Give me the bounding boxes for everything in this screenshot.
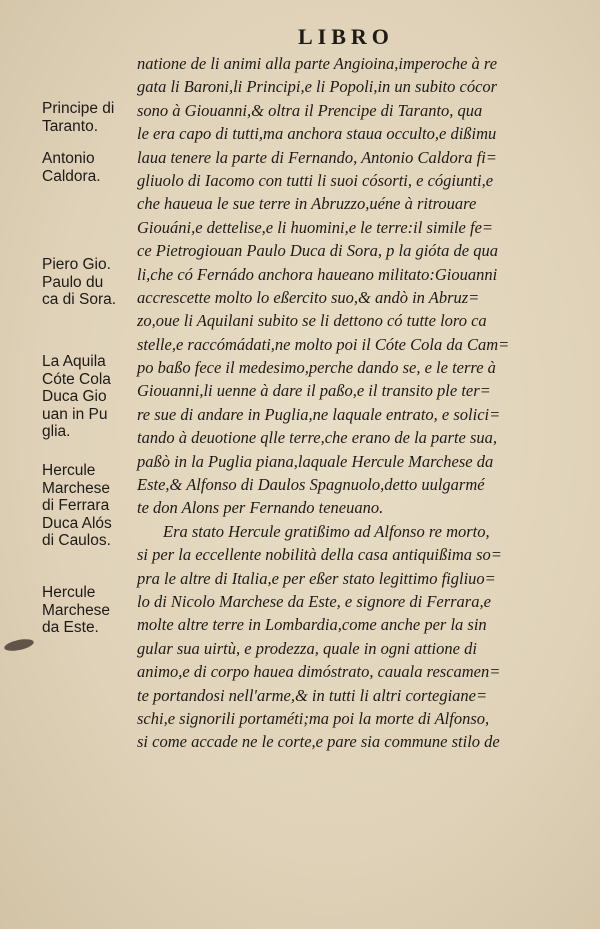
note-line: di Ferrara [42, 497, 110, 514]
text-line: zo,oue li Aquilani subito se li dettono có tutte loro ca [137, 311, 487, 331]
note-line: Caldora. [42, 167, 101, 185]
text-line: Giouáni,e dettelise,e li huomini,e le terre:il simile fe= [137, 217, 494, 237]
text-line: ce Pietrogiouan Paulo Duca di Sora, p la gióta de qua [137, 241, 498, 261]
note-line: Hercule [42, 584, 96, 601]
marginal-note-piero-gio-paulo [42, 256, 134, 309]
text-line: gliuolo di Iacomo con tutti li suoi cósorti, e cógiunti,e [137, 170, 494, 190]
text-line: re sue di andare in Puglia,ne laquale entrato, e solici= [137, 404, 501, 424]
note-line: Taranto. [42, 117, 99, 135]
note-line: Duca Alós [42, 514, 112, 532]
text-line: schi,e signorili portaméti;ma poi la morte di Alfonso, [137, 708, 490, 728]
note-line: Principe di [42, 100, 115, 117]
note-line: da Este. [42, 619, 99, 636]
running-head: LIBRO [298, 24, 394, 49]
marginal-note-hercule-este [42, 584, 134, 637]
text-line: accrescette molto lo eßercito suo,& andò in Abruz= [137, 287, 480, 307]
text-line: Giouanni,li uenne à dare il paßo,e il transito ple ter= [137, 381, 491, 401]
note-line: Marchese [42, 479, 111, 497]
text-line: molte altre terre in Lombardia,come anche per la sin [137, 615, 487, 635]
marginal-note-hercule-ferrara [42, 462, 134, 550]
text-line: po baßo fece il medesimo,perche dando se, e le terre à [137, 358, 496, 378]
note-line: glia. [42, 423, 71, 440]
text-line: tando à deuotione qlle terre,che erano de la parte sua, [137, 428, 498, 448]
paragraph-start-line: Era stato Hercule gratißimo ad Alfonso re morto, [163, 521, 490, 541]
text-line: Este,& Alfonso di Daulos Spagnuolo,detto uulgarmé [137, 475, 485, 495]
marginal-note-la-aquila [42, 353, 134, 441]
text-line: natione de li animi alla parte Angioina,imperoche à re [137, 54, 498, 73]
text-line: pra le altre di Italia,e per eßer stato legittimo figliuo= [137, 568, 496, 588]
text-line: gata li Baroni,li Principi,e li Popoli,in un subito cócor [137, 77, 498, 97]
text-line: te portandosi nell'arme,& in tutti li altri cortegiane= [137, 685, 488, 705]
note-line: uan in Pu [42, 405, 108, 423]
text-line: laua tenere la parte di Fernando, Antonio Caldora fi= [137, 147, 497, 167]
text-line: animo,e di corpo hauea dimóstrato, cauala rescamen= [137, 662, 501, 682]
note-line: Antonio [42, 150, 95, 167]
note-line: Hercule [42, 462, 96, 479]
text-line: si come accade ne le corte,e pare sia commune stilo de [137, 732, 500, 752]
note-line: Cóte Cola [42, 370, 111, 388]
text-line: che haueua le sue terre in Abruzzo,uéne à ritrouare [137, 194, 477, 214]
text-line: gular sua uirtù, e prodezza, quale in ogni attione di [137, 638, 477, 658]
body-text [137, 52, 537, 754]
note-line: Piero Gio. [42, 256, 111, 273]
text-line: paßò in la Puglia piana,laquale Hercule Marchese da [137, 451, 494, 471]
note-line: di Caulos. [42, 532, 111, 549]
note-line: Marchese [42, 601, 111, 619]
note-line: La Aquila [42, 353, 106, 370]
note-line: ca di Sora. [42, 291, 117, 308]
text-line: li,che có Fernádo anchora haueano militato:Giouanni [137, 264, 498, 284]
text-line: stelle,e raccómádati,ne molto poi il Cóte Cola da Cam= [137, 334, 510, 354]
text-line: si per la eccellente nobilità della casa antiquißima so= [137, 545, 502, 565]
text-line: sono à Giouanni,& oltra il Prencipe di Taranto, qua [137, 100, 483, 120]
note-line: Paulo du [42, 273, 104, 291]
text-line: te don Alons per Fernando teneuano. [137, 498, 384, 518]
note-line: Duca Gio [42, 388, 107, 405]
marginal-note-principe-taranto [42, 100, 134, 135]
marginal-note-antonio-caldora [42, 150, 134, 185]
text-line: le era capo di tutti,ma anchora staua occulto,e dißimu [137, 124, 497, 144]
ink-smudge [3, 637, 34, 653]
text-line: lo di Nicolo Marchese da Este, e signore di Ferrara,e [137, 591, 491, 611]
